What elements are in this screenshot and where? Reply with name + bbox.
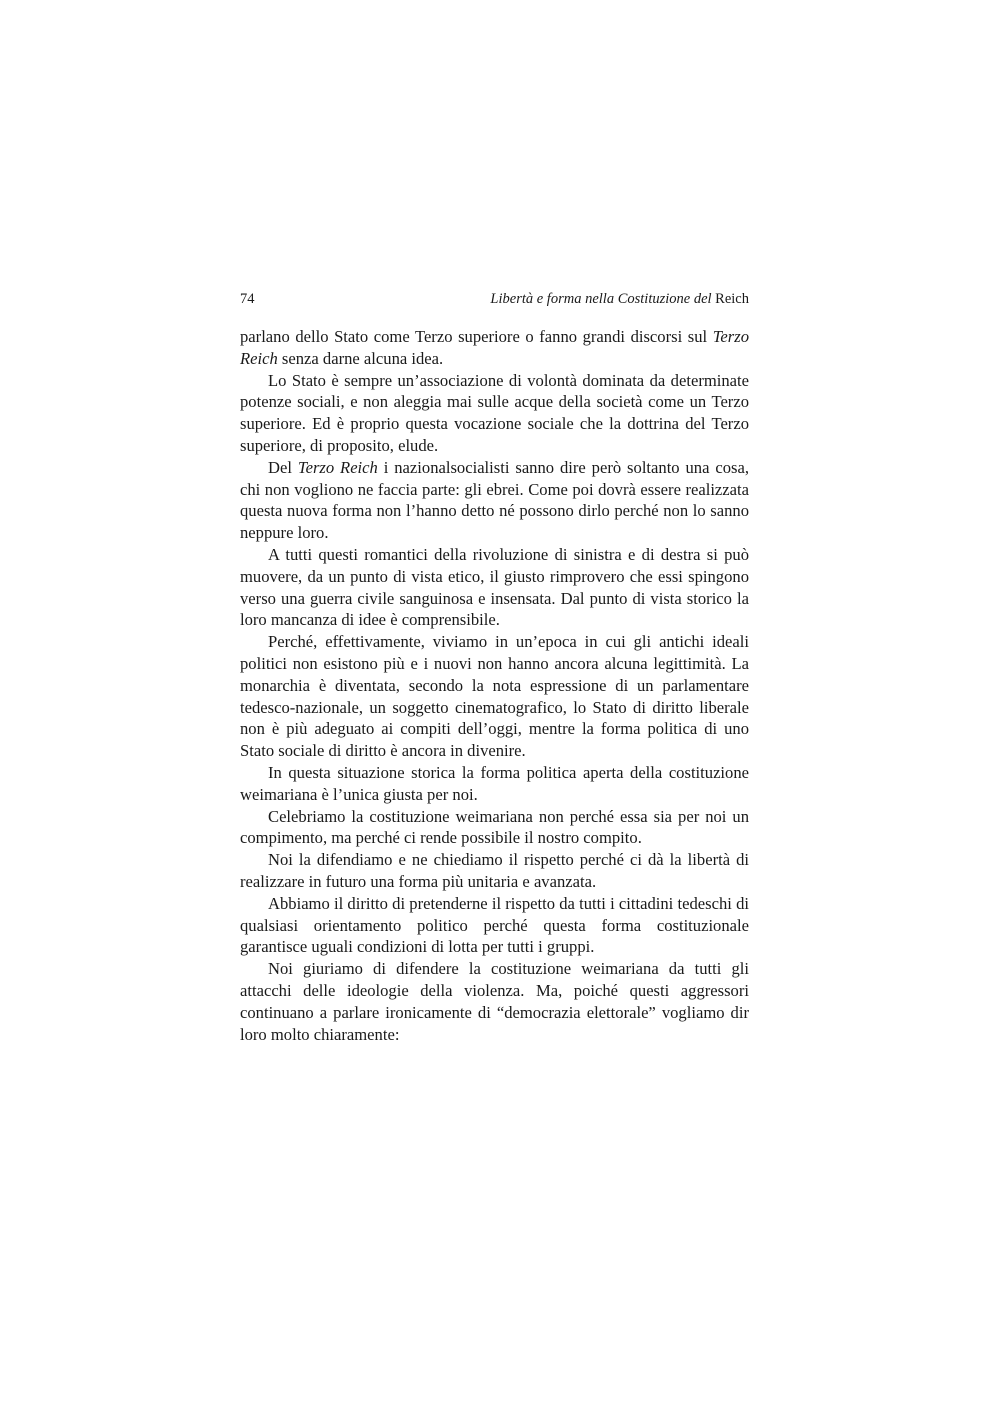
running-title (490, 288, 749, 310)
running-title-italic: Libertà e forma nella Costituzione del (490, 291, 712, 307)
running-title-roman: Reich (715, 291, 749, 307)
paragraph-9: Abbiamo il diritto di pretenderne il rispetto da tutti i cittadini tedeschi di qualsiasi orientamento politico perché questa forma costituzionale garantisce uguali condizioni di lotta per tutti i gruppi. (240, 893, 749, 957)
paragraph-5: Perché, effettivamente, viviamo in un’epoca in cui gli antichi ideali politici non esistono più e i nuovi non hanno ancora alcuna legittimità. La monarchia è diventata, secondo la nota espressione di un parlamentare tedesco-nazionale, un soggetto cinematografico, lo Stato di diritto liberale non è più adeguato ai compiti dell’oggi, mentre la forma politica di uno Stato sociale di diritto è ancora in divenire. (240, 632, 749, 761)
italic-term: Terzo Reich (297, 457, 378, 477)
paragraph-4: A tutti questi romantici della rivoluzione di sinistra e di destra si può muovere, da un punto di vista etico, il giusto rimprovero che essi spingono verso una guerra civile sanguinosa e insensata. Dal punto di vista storico la loro mancanza di idee è comprensibile. (240, 544, 749, 630)
running-header (240, 288, 749, 310)
paragraph-3 (240, 457, 749, 544)
paragraph-text: parlano dello Stato come Terzo superiore o fanno grandi discorsi sul (240, 327, 713, 346)
page-number: 74 (240, 291, 255, 307)
paragraph-7: Celebriamo la costituzione weimariana non perché essa sia per noi un compimento, ma perché ci rende possibile il nostro compito. (240, 806, 749, 848)
paragraph-text: senza darne alcuna idea. (277, 348, 444, 368)
paragraph-6: In questa situazione storica la forma politica aperta della costituzione weimariana è l’unica giusta per noi. (240, 762, 749, 804)
paragraph-text: i nazionalsocialisti sanno dire però soltanto una cosa, chi non vogliono ne faccia parte: gli ebrei. Come poi dovrà essere realizzata questa nuova forma non l’hanno detto né possono dirlo perché non lo sanno neppure loro. (240, 457, 749, 543)
italic-term: Terzo Reich (240, 327, 749, 368)
book-page (240, 288, 749, 1045)
paragraph-2: Lo Stato è sempre un’associazione di volontà dominata da determinate potenze sociali, e non aleggia mai sulle acque della società come un Terzo superiore. Ed è proprio questa vocazione sociale che la dottrina del Terzo superiore, di proposito, elude. (240, 370, 749, 455)
paragraph-10: Noi giuriamo di difendere la costituzione weimariana da tutti gli attacchi delle ideologie della violenza. Ma, poiché questi aggressori continuano a parlare ironicamente di “democrazia elettorale” vogliamo dir loro molto chiaramente: (240, 959, 749, 1044)
body-text (240, 326, 749, 1045)
paragraph-text: Del (268, 457, 298, 477)
paragraph-1 (240, 326, 749, 370)
paragraph-8: Noi la difendiamo e ne chiediamo il rispetto perché ci dà la libertà di realizzare in futuro una forma più unitaria e avanzata. (240, 850, 749, 891)
